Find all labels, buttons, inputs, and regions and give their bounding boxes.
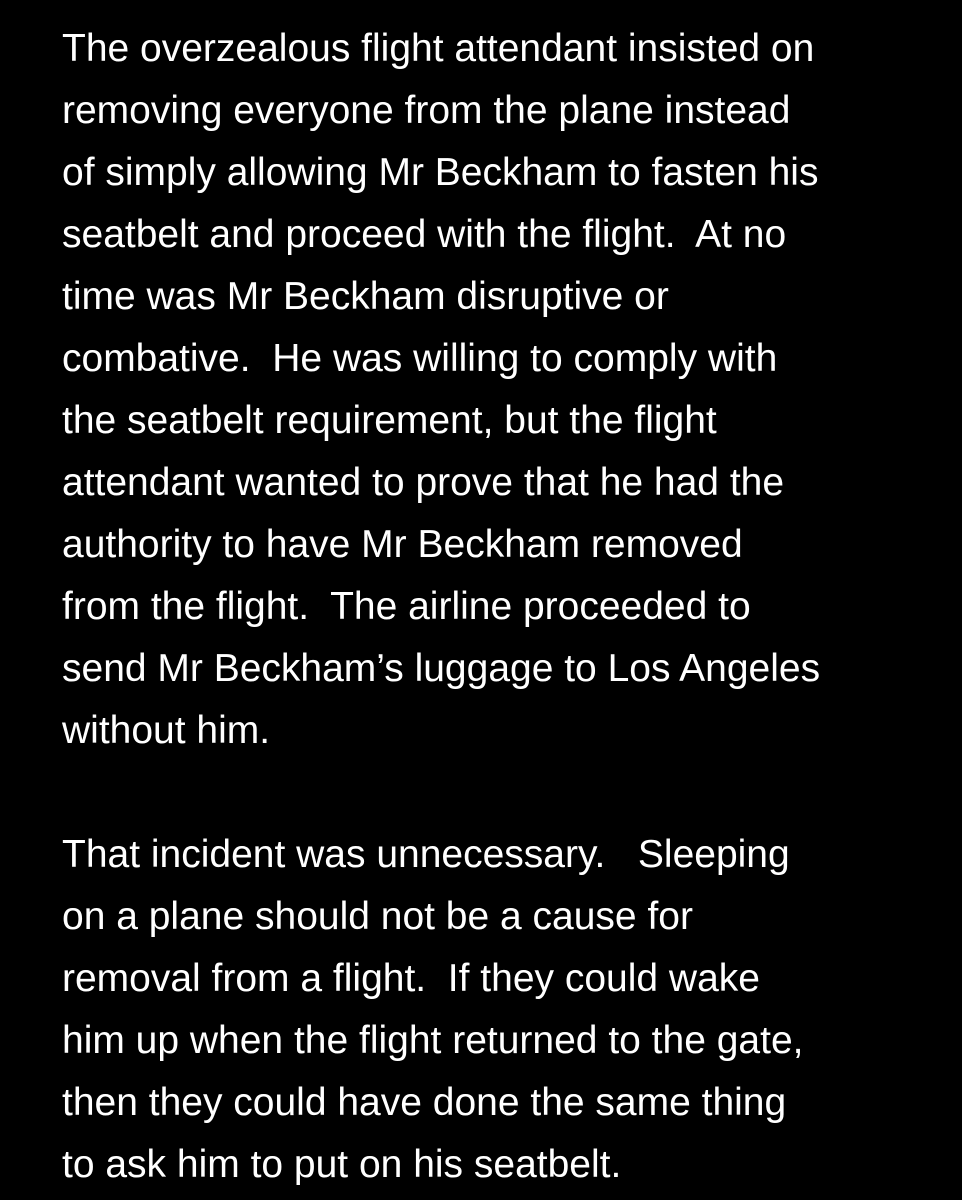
text-line: removal from a flight. If they could wake	[62, 957, 760, 1000]
paragraph-spacer	[62, 762, 942, 824]
text-line: to ask him to put on his seatbelt.	[62, 1143, 622, 1186]
text-line: seatbelt and proceed with the flight. At no	[62, 213, 787, 256]
text-line: on a plane should not be a cause for	[62, 895, 693, 938]
text-line: him up when the flight returned to the gate,	[62, 1019, 804, 1062]
paragraph-1	[62, 18, 942, 762]
text-line: That incident was unnecessary. Sleeping	[62, 833, 790, 876]
text-line: without him.	[62, 709, 271, 752]
text-line: then they could have done the same thing	[62, 1081, 787, 1124]
note-text-body	[62, 18, 942, 1196]
text-line: authority to have Mr Beckham removed	[62, 523, 743, 566]
text-line: send Mr Beckham’s luggage to Los Angeles	[62, 647, 821, 690]
text-line: of simply allowing Mr Beckham to fasten his	[62, 151, 819, 194]
text-line: the seatbelt requirement, but the flight	[62, 399, 717, 442]
text-line: from the flight. The airline proceeded to	[62, 585, 751, 628]
text-line: attendant wanted to prove that he had the	[62, 461, 785, 504]
text-line: combative. He was willing to comply with	[62, 337, 778, 380]
text-line: The overzealous flight attendant insisted on	[62, 27, 815, 70]
text-line: time was Mr Beckham disruptive or	[62, 275, 669, 318]
paragraph-2	[62, 824, 942, 1196]
text-line: removing everyone from the plane instead	[62, 89, 791, 132]
